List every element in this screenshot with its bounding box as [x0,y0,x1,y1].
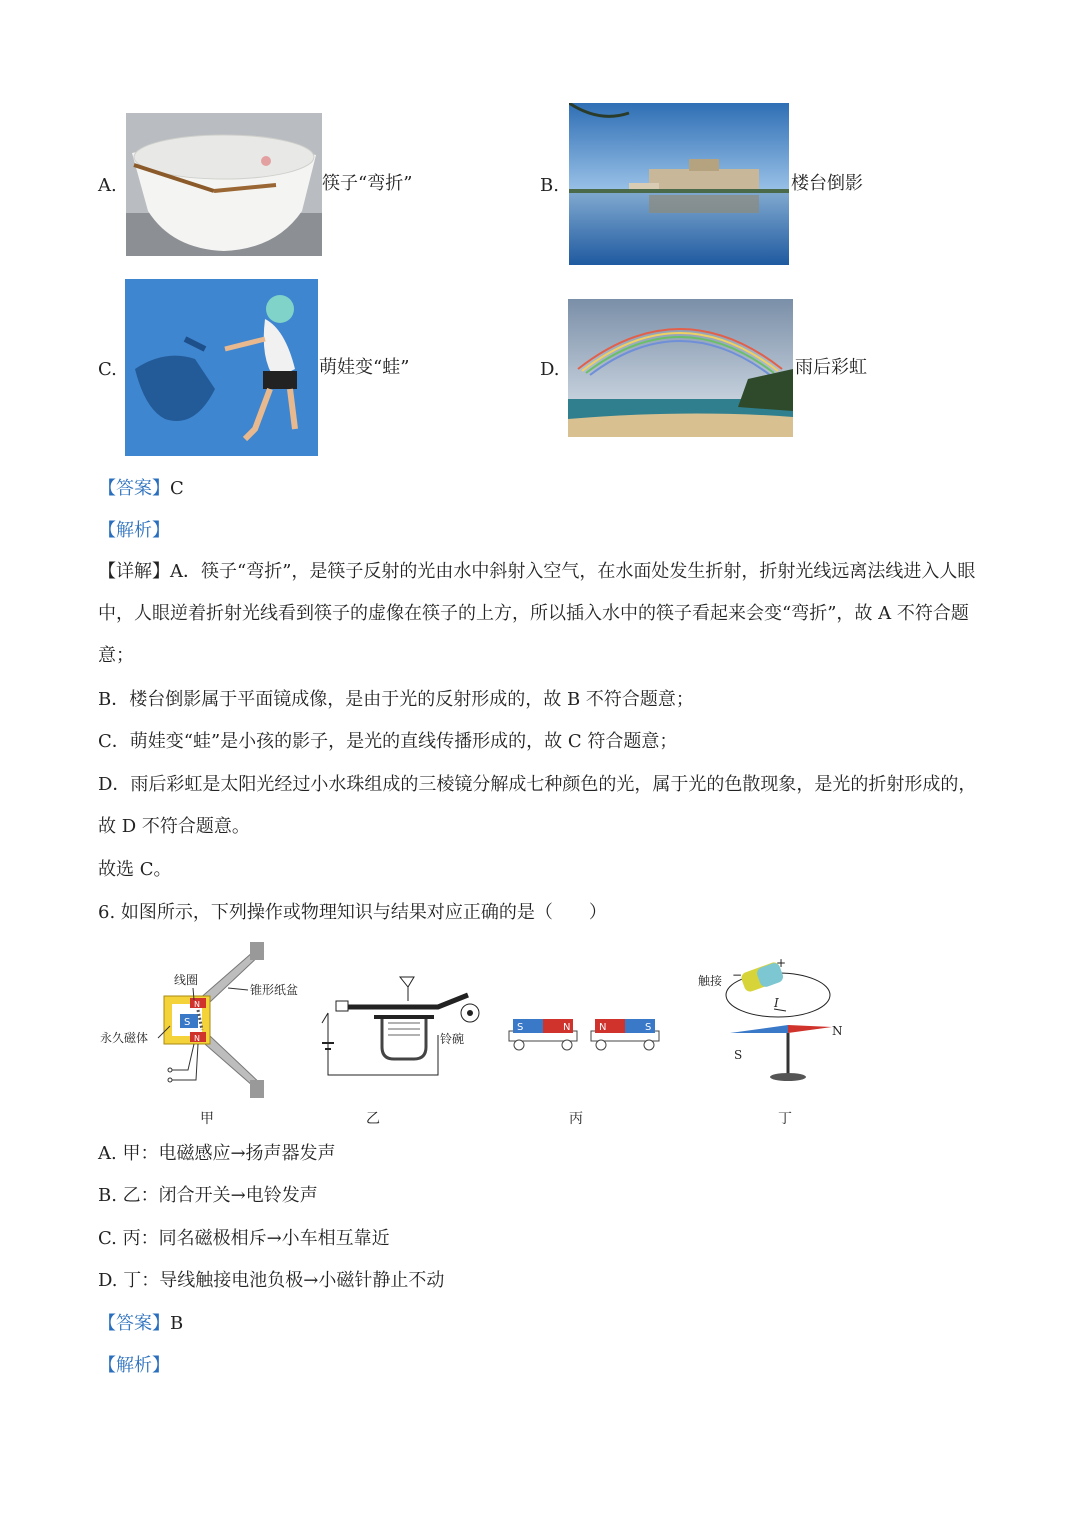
figure-bing-carts [505,1015,665,1130]
q6-analysis-tag: 【解析】 [98,1355,170,1376]
q6-option-d: D. 丁：导线触接电池负极→小磁针静止不动 [98,1270,445,1291]
q5-detail-d: D．雨后彩虹是太阳光经过小水珠组成的三棱镜分解成七种颜色的光，属于光的色散现象，是光的折射形成的，故 D 不符合题意。 [98,774,977,837]
bell-bowl-label: 铃碗 [440,1032,465,1046]
q6-option-c: C. 丙：同名磁极相斥→小车相互靠近 [98,1228,390,1249]
detail-text: A．筷子“弯折”，是筷子反射的光由水中斜射入空气，在水面处发生折射，折射光线远离法线进入人眼中，人眼逆着折射光线看到筷子的虚像在筷子的上方，所以插入水中的筷子看起来会变“弯折”，故 A 不符合题意； [98,561,976,666]
pole-s-mid: S [184,1017,191,1028]
answer-value: B [170,1313,184,1334]
figure-ding-compass [690,955,855,1130]
touch-label: 触接 [698,974,723,988]
q6-option-b: B. 乙：闭合开关→电铃发声 [98,1185,318,1206]
option-text: 楼台倒影 [791,173,863,194]
battery-plus: + [776,956,787,970]
cart2-left-pole: N [599,1022,607,1033]
q5-detail-b: B．楼台倒影属于平面镜成像，是由于光的反射形成的，故 B 不符合题意； [98,689,694,710]
cart2-right-pole: S [645,1022,652,1033]
cone-label: 锥形纸盆 [250,983,299,997]
caption-ding: 丁 [778,1111,792,1127]
q5-conclusion: 故选 C。 [98,859,172,880]
chopstick-bowl-image [126,113,322,256]
option-text: 雨后彩虹 [795,357,867,378]
child-frog-shadow-image [125,279,318,456]
option-letter: C. [98,359,117,380]
q6-stem: 6. 如图所示，下列操作或物理知识与结果对应正确的是（ ） [98,902,607,923]
south-pole-label: S [734,1048,743,1062]
magnet-label: 永久磁体 [100,1031,149,1045]
cart1-right-pole: N [563,1022,571,1033]
option-text: 萌娃变“蛙” [319,357,410,378]
q5-detail-c: C．萌娃变“蛙”是小孩的影子，是光的直线传播形成的，故 C 符合题意； [98,731,678,752]
pole-n-bottom: N [194,1034,200,1043]
figure-jia-speaker [98,940,318,1130]
option-letter: B. [540,175,559,196]
detail-tag: 【详解】 [98,561,170,582]
answer-tag: 【答案】 [98,478,170,499]
caption-bing: 丙 [569,1111,583,1127]
q6-option-a: A. 甲：电磁感应→扬声器发声 [98,1143,336,1164]
caption-yi: 乙 [366,1111,380,1127]
q5-detail-a [98,551,988,677]
cart1-left-pole: S [517,1022,524,1033]
q6-answer [98,1312,183,1336]
pole-n-top: N [194,1000,200,1009]
building-reflection-image [569,103,789,265]
north-pole-label: N [832,1024,843,1038]
answer-value: C [170,478,184,499]
rainbow-beach-image [568,299,793,437]
coil-label: 线圈 [174,973,199,987]
answer-tag: 【答案】 [98,1313,170,1334]
option-letter: A. [98,175,117,196]
figure-yi-bell [318,965,498,1130]
q5-answer [98,477,184,501]
q5-analysis-tag: 【解析】 [98,520,170,541]
current-label: I [774,996,779,1010]
option-letter: D. [540,359,560,380]
battery-minus: − [732,968,743,982]
option-text: 筷子“弯折” [322,173,413,194]
caption-jia: 甲 [200,1111,214,1127]
